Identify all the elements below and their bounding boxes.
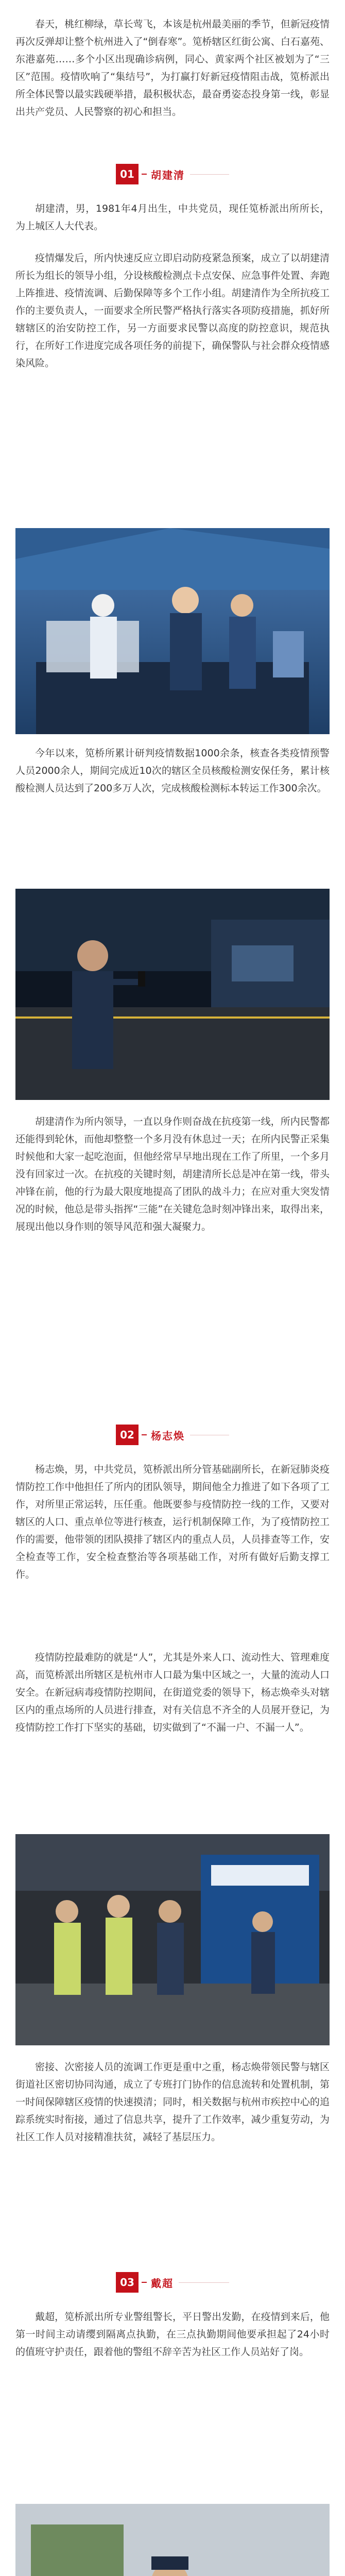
paragraph: 疫情爆发后，所内快速反应立即启动防疫紧急预案，成立了以胡建清所长为组长的领导小组，分设核酸检测点卡点安保、应急事件处置、奔跑上阵推进、疫情流调、后勤保障等多个工作小组。胡建清作为全所抗疫工作的主要负责人，一面要求全所民警严格执行落实各项防疫措施，抓好所辖辖区的治安防控工作，另一方面要求民警以高度的防控意识，规范执行，在所好工作进度完成各项任务的前提下，确保警队与社会群众疫情感染风险。 xyxy=(15,252,330,369)
section-name: 杨志焕 xyxy=(151,1429,185,1442)
paragraph: 胡建清，男，1981年4月出生，中共党员，现任笕桥派出所所长，为上城区人大代表。 xyxy=(15,203,330,232)
section-badge-01 xyxy=(116,164,229,184)
badge-rule xyxy=(190,174,229,175)
badge-rule xyxy=(179,2282,229,2283)
paragraph: 戴超，笕桥派出所专业警组警长，平日警出发勤，在疫情到来后，他第一时间主动请缨到隔离点执勤，在三点执勤期间他要承担起了24小时的值班守护责任，跟着他的警组不辞辛苦为社区工作人员站好了岗。 xyxy=(15,2311,330,2358)
photo-checkpoint-briefing xyxy=(15,1834,330,2045)
paragraph: 密接、次密接人员的流调工作更是重中之重，杨志焕带领民警与辖区街道社区密切协同沟通，成立了专班打门协作的信息流转和处置机制，第一时间保障辖区疫情的快速摸清；同时，相关数据与杭州市疾控中心的追踪系统实时衔接，通过了信息共享，提升了工作效率，减少重复劳动，为社区工作人员对接精准扶贫，减轻了基层压力。 xyxy=(15,2061,330,2143)
section-number: 02 xyxy=(116,1425,139,1445)
paragraph: 疫情防控最难防的就是“人”，尤其是外来人口、流动性大、管理难度高，而笕桥派出所辖区是杭州市人口最为集中区域之一，大量的流动人口安全。在新冠病毒疫情防控期间，在街道党委的领导下，杨志焕牵头对辖区内的重点场所的人员进行排查，对有关信息不齐全的人员展开登记，为疫情防控工作打下坚实的基础，切实做到了“不漏一户、不漏一人”。 xyxy=(15,1652,330,1733)
photo-police-checkpoint xyxy=(15,528,330,734)
badge-divider xyxy=(142,174,147,175)
section-badge-03 xyxy=(116,2272,229,2293)
section-name: 胡建清 xyxy=(151,168,185,181)
section-number: 01 xyxy=(116,164,139,184)
paragraph: 今年以来，笕桥所累计研判疫情数据1000余条，核查各类疫情预警人员2000余人，期间完成近10次的辖区全员核酸检测安保任务，累计核酸检测人员达到了200多万人次，完成核酸检测标本转运工作300余次。 xyxy=(15,748,330,794)
section-badge-02 xyxy=(116,1425,229,1445)
intro-paragraph: 春天，桃红柳绿，草长莺飞，本该是杭州最美丽的季节，但新冠疫情再次反弹却让整个杭州进入了“倒春寒”。笕桥辖区红街公寓、白石嘉苑、东港嘉苑……多个小区出现确诊病例，同心、黄家两个社区被划为了“三区”范围。疫情吹响了“集结号”，为打赢打好新冠疫情阻击战，笕桥派出所全体民警以最实践硬举措，最积极状态，最奋勇姿态投身第一线，彰显出共产党员、人民警察的初心和担当。 xyxy=(15,19,330,117)
photo-night-patrol xyxy=(15,889,330,1100)
paragraph: 胡建清作为所内领导，一直以身作则奋战在抗疫第一线，所内民警都还能得到轮休，而他却整整一个多月没有休息过一天；在所内民警正采集时候他和大家一起吃泡面，但他经常早早地出现在工作了所里，一个多月没有回家过一次。在抗疫的关键时刻，胡建清所长总是冲在第一线，带头冲锋在前，他的行为最大限度地提高了团队的战斗力；在应对重大突发情况的时候，他总是带头指挥“三能”在关键危急时刻冲锋出来，取得出来，展现出他以身作则的领导风范和强大凝聚力。 xyxy=(15,1116,330,1232)
paragraph: 杨志焕，男，中共党员，笕桥派出所分管基础副所长，在新冠肺炎疫情防控工作中他担任了所内的团队领导，期间他全力推进了如下各项了工作，对所里正常运转，压任重。他既要参与疫情防控一线的工作，又要对辖区的人口、重点单位等进行核查，运行机制保障工作，为了疫情防控工作的需要，他带领的团队摸排了辖区内的重点人员，人员排查等工作，安全检查等工作，安全检查整治等各项基础工作，对所有做好后勤支撑工作。 xyxy=(15,1464,330,1580)
section-number: 03 xyxy=(116,2272,139,2293)
photo-officer-desk xyxy=(15,2504,330,2576)
section-name: 戴超 xyxy=(151,2277,174,2290)
badge-divider xyxy=(142,2282,147,2283)
badge-divider xyxy=(142,1434,147,1435)
